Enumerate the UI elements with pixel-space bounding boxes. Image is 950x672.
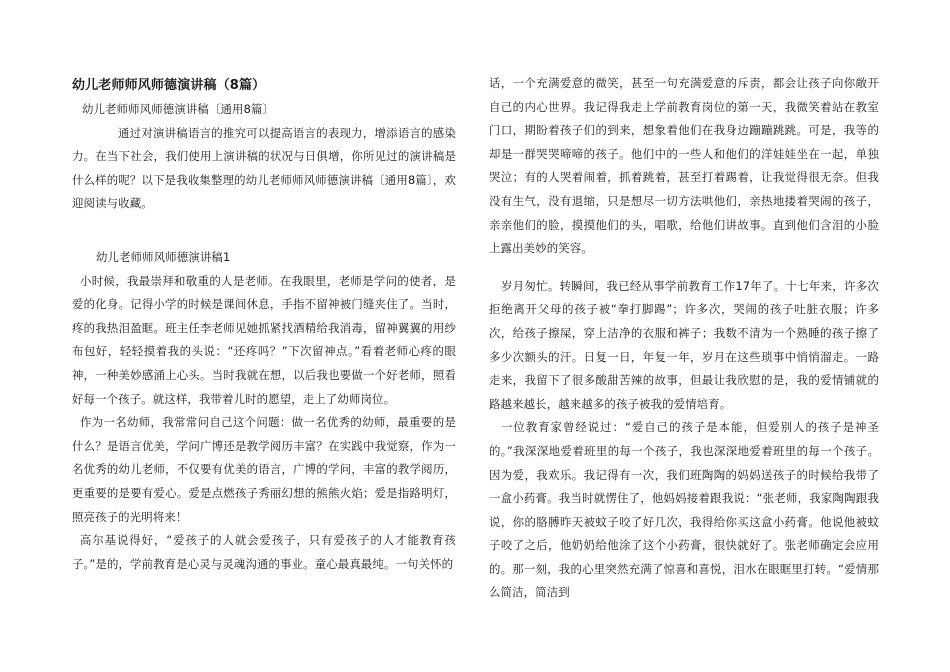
body-paragraph: 一位教育家曾经说过：“爱自己的孩子是本能，但爱别人的孩子是神圣的。”我深深地爱着班里的每一个孩子，我也深深地爱着班里的每一个孩子。因为爱，我欢乐。我记得有一次，我们班陶陶的妈妈送孩子的时候给我带了一盒小药膏。我当时就愣住了，他妈妈接着跟我说：“张老师，我家陶陶跟我说，你的胳膊昨天被蚊子咬了好几次，我得给你买这盒小药膏。他说他被蚊子咬了之后，他奶奶给他涂了这个小药膏，很快就好了。张老师确定会应用的。那一刻，我的心里突然充满了惊喜和喜悦，泪水在眼眶里打转。“爱情那么简洁，简洁到 (489, 420, 879, 600)
intro-paragraph: 通过对演讲稿语言的推究可以提高语言的表现力，增添语言的感染力。在当下社会，我们使用上演讲稿的状况与日俱增，你所见过的演讲稿是什么样的呢？以下是我收集整理的幼儿老师师风师德演讲稿〔通用8篇〕，欢迎阅读与收藏。 (72, 125, 456, 211)
body-paragraph: 小时候，我最崇拜和敬重的人是老师。在我眼里，老师是学问的使者，是爱的化身。记得小学的时候是课间休息，手指不留神被门缝夹住了。当时，疼的我热泪盈眶。班主任李老师见她抓紧找酒精给我消毒，留神翼翼的用纱布包好，轻轻摸着我的头说：“还疼吗？”下次留神点。”看着老师心疼的眼神，一种美妙感涌上心头。当时我就在想，以后我也要做一个好老师，照看好每一个孩子。就这样，我带着儿时的愿望，走上了幼师岗位。 (72, 273, 456, 406)
body-paragraph: 作为一名幼师，我常常问自己这个问题：做一名优秀的幼师，最重要的是什么？是语言优美，学问广博还是教学阅历丰富？在实践中我觉察，作为一名优秀的幼儿老师，不仅要有优美的语言，广博的学问，丰富的教学阅历，更重要的是要有爱心。爱是点燃孩子秀丽幻想的熊熊火焰；爱是指路明灯，照亮孩子的光明将来！ (72, 415, 456, 524)
right-column (489, 72, 879, 605)
document-title: 幼儿老师师风师德演讲稿（8篇） (72, 78, 266, 93)
left-column (72, 72, 456, 576)
body-paragraph: 话，一个充满爱意的微笑，甚至一句充满爱意的斥责，都会让孩子向你敞开自己的内心世界。我记得我走上学前教育岗位的第一天，我微笑着站在教室门口，期盼着孩子们的到来，想象着他们在我身边蹦蹦跳跳。可是，我等的却是一群哭哭啼啼的孩子。他们中的一些人和他们的洋娃娃坐在一起，单独哭泣；有的人哭着闹着，抓着跳着，甚至打着踢着，让我觉得很无奈。但我没有生气，没有退缩，只是想尽一切方法哄他们，亲热地搂着哭闹的孩子，亲亲他们的脸，摸摸他们的头，唱歌，给他们讲故事。直到他们含泪的小脸上露出美妙的笑容。 (489, 76, 879, 256)
spacer (489, 261, 879, 275)
spacer (72, 216, 456, 246)
body-paragraph: 岁月匆忙。转瞬间，我已经从事学前教育工作17年了。十七年来，许多次拒绝离开父母的孩子被“拳打脚踢”；许多次，哭闹的孩子吐脏衣服；许多次，给孩子擦屎，穿上洁净的衣服和裤子；我数不清为一个熟睡的孩子擦了多少次额头的汗。日复一日，年复一年，岁月在这些琐事中悄悄溜走。一路走来，我留下了很多酸甜苦辣的故事，但最让我欣慰的是，我的爱情铺就的路越来越长，越来越多的孩子被我的爱情培育。 (489, 278, 879, 411)
section-heading: 幼儿老师师风师德演讲稿1 (96, 249, 231, 264)
body-paragraph: 高尔基说得好，“爱孩子的人就会爱孩子，只有爱孩子的人才能教育孩子。”是的，学前教育是心灵与灵魂沟通的事业。童心最真最纯。一句关怀的 (72, 533, 456, 571)
document-subtitle: 幼儿老师师风师德演讲稿〔通用8篇〕 (82, 102, 275, 116)
